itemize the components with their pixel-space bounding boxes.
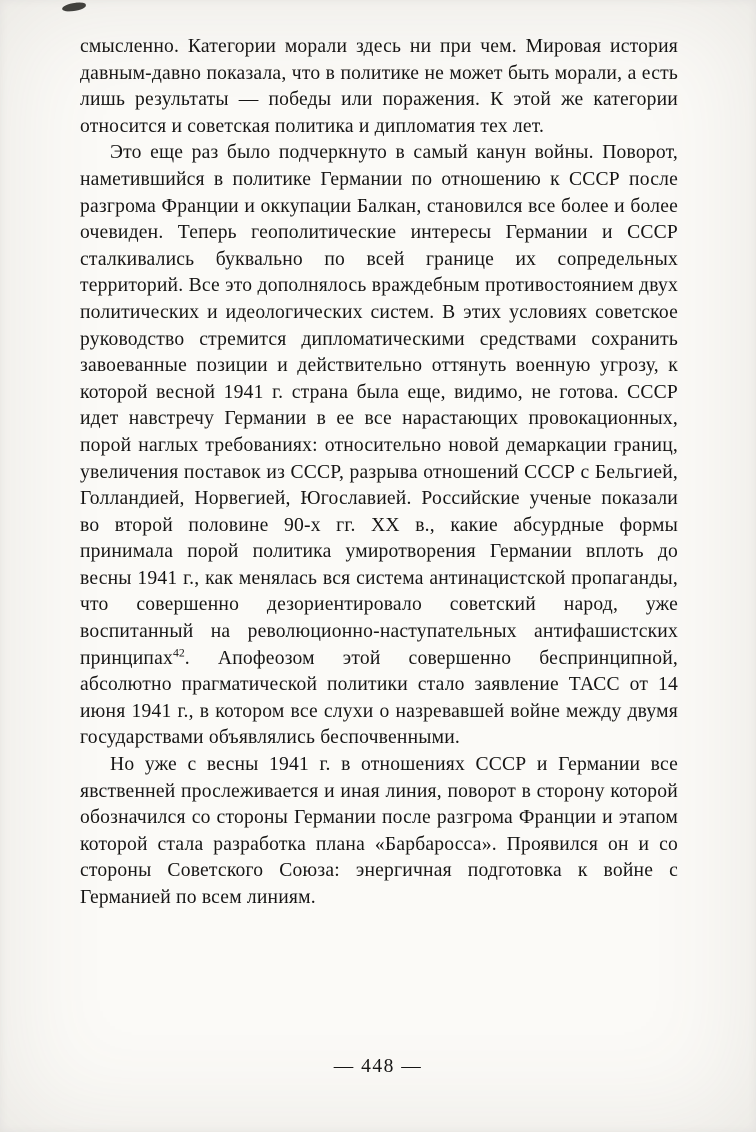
paragraph-text-before-footnote: Это еще раз было подчеркнуто в самый канун войны. Поворот, наметившийся в политике Германии по отношению к СССР после разгрома Франции и оккупации Балкан, становился все более и более очевиден. Теперь геополитические интересы Германии и СССР сталкивались буквально по всей границе их сопредельных территорий. Все это дополнялось враждебным противостоянием двух политических и идеологических систем. В этих условиях советское руководство стремится дипломатическими средствами сохранить завоеванные позиции и действительно оттянуть военную угрозу, к которой весной 1941 г. страна была еще, видимо, не готова. СССР идет навстречу Германии в ее все нарастающих провокационных, порой наглых требованиях: относительно новой демаркации границ, увеличения поставок из СССР, разрыва отношений СССР с Бельгией, Голландией, Норвегией, Югославией. Российские ученые показали во второй половине 90-х гг. XX в., какие абсурдные формы принимала порой политика умиротворения Германии вплоть до весны 1941 г., как менялась вся система антинацистской пропаганды, что совершенно дезориентировало советский народ, уже воспитанный на революционно-наступательных антифашистских принципах: [80, 142, 678, 669]
scan-artifact: [62, 2, 87, 13]
page-text: [80, 34, 678, 912]
paragraph-text-after-footnote: . Апофеозом этой совершенно беспринципной, абсолютно прагматической политики стало заявление ТАСС от 14 июня 1941 г., в котором все слухи о назревавшей войне между двумя государствами объявлялись беспочвенными.: [80, 647, 678, 749]
paragraph-closing: Но уже с весны 1941 г. в отношениях СССР и Германии все явственней прослеживается и иная линия, поворот в сторону которой обозначился со стороны Германии после разгрома Франции и этапом которой стала разработка плана «Барбаросса». Проявился он и со стороны Советского Союза: энергичная подготовка к войне с Германией по всем линиям.: [80, 754, 678, 908]
paragraph-main: [80, 140, 678, 752]
footnote-reference: 42: [173, 646, 185, 660]
paragraph-continuation: смысленно. Категории морали здесь ни при чем. Мировая история давным-давно показала, что в политике не может быть морали, а есть лишь результаты — победы или поражения. К этой же категории относится и советская политика и дипломатия тех лет.: [80, 36, 678, 137]
page-number: — 448 —: [333, 1056, 423, 1077]
